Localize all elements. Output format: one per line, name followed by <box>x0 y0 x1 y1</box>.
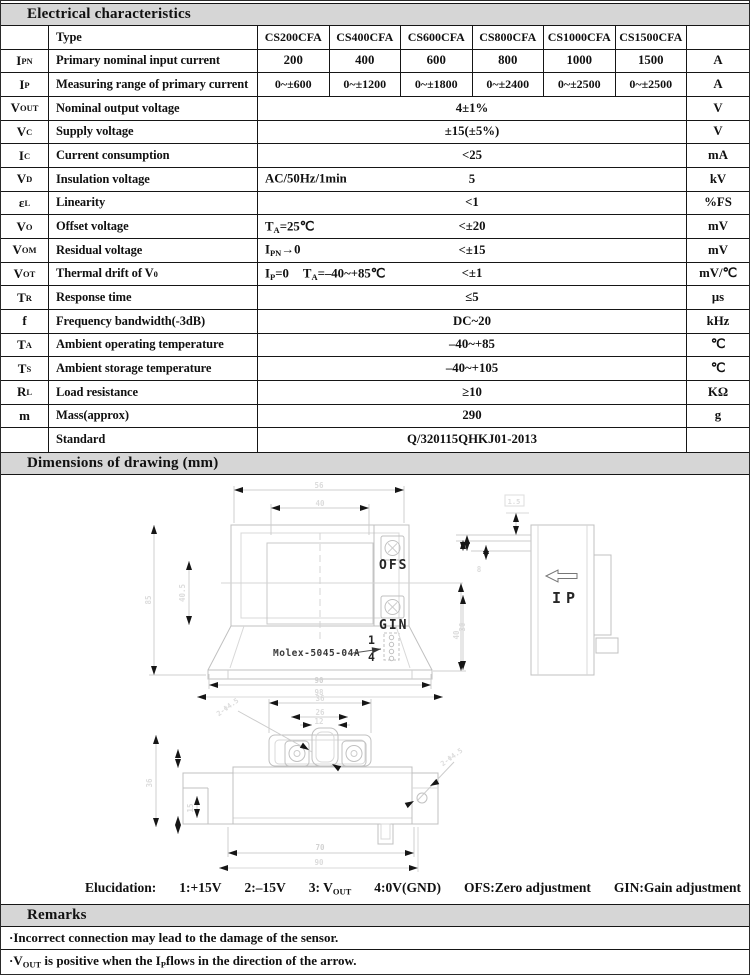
dim-label: 90 <box>314 857 324 867</box>
gin-label: GIN <box>379 617 409 633</box>
type-cell: CS1000CFA <box>544 26 616 50</box>
value-merged: ±15(±5%) <box>258 121 687 145</box>
pin4-desc: 4:0V(GND) <box>374 880 442 896</box>
dim-label: 8 <box>476 564 482 574</box>
type-cell: CS400CFA <box>330 26 402 50</box>
dim-label: 70 <box>315 842 325 852</box>
elucidation-label: Elucidation: <box>85 880 157 896</box>
value-cell: 0~±2500 <box>616 73 688 97</box>
dim-label: 40 <box>452 630 461 640</box>
param-vout: Nominal output voltage <box>49 97 258 121</box>
symbol-vd: V D <box>1 168 49 192</box>
pin2-desc: 2:–15V <box>244 880 286 896</box>
section-header-remarks <box>1 904 749 927</box>
unit-cell: mV <box>687 215 749 239</box>
param-ic: Current consumption <box>49 144 258 168</box>
param-ta: Ambient operating temperature <box>49 334 258 358</box>
hole-callout: 2-Φ4.5 <box>439 746 465 768</box>
value-cell: 1500 <box>616 50 688 74</box>
pin1-label: 1 <box>368 632 375 647</box>
drawing-labels <box>273 558 580 664</box>
unit-cell: V <box>687 97 749 121</box>
value-cell: 1000 <box>544 50 616 74</box>
param-type: Type <box>49 26 258 50</box>
condition: $I_P=0$ $T_A=-40\sim+85℃$ <box>265 266 386 282</box>
ip-direction-arrow <box>546 570 577 582</box>
symbol-ta: T A <box>1 334 49 358</box>
symbol-vc: V C <box>1 121 49 145</box>
dim-label: 12 <box>314 716 324 726</box>
unit-cell: kHz <box>687 310 749 334</box>
dim-label: 30 <box>458 622 467 632</box>
symbol-ic: I C <box>1 144 49 168</box>
hole-callout: 2-Φ4.5 <box>215 696 241 718</box>
remark-text: $\cdot V_{OUT}$ is positive when the $I_Pflows$ in the direction of the arrow. <box>9 953 357 970</box>
side-view <box>456 495 618 675</box>
symbol-cell <box>1 26 49 50</box>
value-merged: $I_P=0$ $T_A=-40\sim+85℃$ <±1 <box>258 263 687 287</box>
value-merged: –40~+105 <box>258 357 687 381</box>
dim-label: 1.5 <box>507 497 521 506</box>
unit-cell: mV/℃ <box>687 263 749 287</box>
pin1-desc: 1:+15V <box>179 880 222 896</box>
value-cell: 800 <box>473 50 545 74</box>
symbol-vo: V O <box>1 215 49 239</box>
elucidation-line <box>1 880 749 897</box>
type-cell: CS800CFA <box>473 26 545 50</box>
symbol-vot: V OT <box>1 263 49 287</box>
type-cell: CS600CFA <box>401 26 473 50</box>
symbol-el: ε L <box>1 192 49 216</box>
dim-label: 36 <box>145 778 154 788</box>
unit-cell <box>687 428 749 452</box>
param-vot: Thermal drift of V 0 <box>49 263 258 287</box>
dim-label: 98 <box>314 687 324 697</box>
dim-label: 15 <box>186 803 195 813</box>
dim-label: 85 <box>144 595 153 605</box>
unit-cell: mV <box>687 239 749 263</box>
param-standard: Standard <box>49 428 258 452</box>
param-el: Linearity <box>49 192 258 216</box>
condition: AC/50Hz/1min <box>265 171 347 186</box>
symbol-vom: V OM <box>1 239 49 263</box>
value-merged: Q/320115QHKJ01-2013 <box>258 428 687 452</box>
value-merged: ≤5 <box>258 286 687 310</box>
dimension-values <box>144 481 520 867</box>
gin-desc: GIN:Gain adjustment <box>613 880 742 896</box>
condition: $T_A=25℃$ <box>265 218 315 235</box>
unit-cell: A <box>687 50 749 74</box>
dim-label: 40.5 <box>178 583 187 602</box>
symbol-tr: T R <box>1 286 49 310</box>
param-vc: Supply voltage <box>49 121 258 145</box>
value-cell: 0~±600 <box>258 73 330 97</box>
pin4-label: 4 <box>368 649 375 664</box>
value-cell: 0~±2500 <box>544 73 616 97</box>
dim-label: 56 <box>314 480 324 490</box>
value-merged: $I_{PN}\to 0$ <±15 <box>258 239 687 263</box>
cad-drawing <box>1 475 750 904</box>
dim-label: 40 <box>315 498 325 508</box>
param-vd: Insulation voltage <box>49 168 258 192</box>
value-cell: 600 <box>401 50 473 74</box>
unit-cell: %FS <box>687 192 749 216</box>
dimension-drawing-area <box>1 475 749 904</box>
condition: $I_{PN}\to 0$ <box>265 242 301 258</box>
dim-label: 90 <box>314 675 324 685</box>
param-vo: Offset voltage <box>49 215 258 239</box>
symbol-ipn: I PN <box>1 50 49 74</box>
param-vom: Residual voltage <box>49 239 258 263</box>
unit-cell: μs <box>687 286 749 310</box>
ofs-label: OFS <box>379 557 409 573</box>
unit-cell: g <box>687 405 749 429</box>
symbol-cell <box>1 428 49 452</box>
unit-cell: V <box>687 121 749 145</box>
unit-cell: mA <box>687 144 749 168</box>
section-title: Dimensions of drawing (mm) <box>27 454 219 471</box>
unit-cell: KΩ <box>687 381 749 405</box>
symbol-vout: V OUT <box>1 97 49 121</box>
value-merged: –40~+85 <box>258 334 687 358</box>
section-title: Remarks <box>27 906 87 923</box>
symbol-rl: R L <box>1 381 49 405</box>
unit-cell: ℃ <box>687 357 749 381</box>
value-merged: ≥10 <box>258 381 687 405</box>
unit-cell: kV <box>687 168 749 192</box>
param-tr: Response time <box>49 286 258 310</box>
param-f: Frequency bandwidth(-3dB) <box>49 310 258 334</box>
param-ipn: Primary nominal input current <box>49 50 258 74</box>
value-merged: <1 <box>258 192 687 216</box>
unit-cell: ℃ <box>687 334 749 358</box>
remark-line-1: ·Incorrect connection may lead to the damage of the sensor. <box>1 927 749 951</box>
bottom-view <box>183 711 454 844</box>
type-cell: CS1500CFA <box>616 26 688 50</box>
remark-line-2 <box>1 950 749 973</box>
symbol-ip: I P <box>1 73 49 97</box>
value-merged: AC/50Hz/1min 5 <box>258 168 687 192</box>
unit-cell <box>687 26 749 50</box>
param-ts: Ambient storage temperature <box>49 357 258 381</box>
param-m: Mass(approx) <box>49 405 258 429</box>
value-cell: 400 <box>330 50 402 74</box>
value-merged: 290 <box>258 405 687 429</box>
symbol-f: f <box>1 310 49 334</box>
value-merged: $T_A=25℃$ <±20 <box>258 215 687 239</box>
value-cell: 200 <box>258 50 330 74</box>
dim-label: 26 <box>315 707 325 717</box>
electrical-characteristics-table <box>1 26 749 452</box>
ip-label: IP <box>552 588 581 607</box>
value-cell: 0~±1200 <box>330 73 402 97</box>
section-header-electrical <box>1 3 749 26</box>
pin3-desc: 3: $V_{OUT}$ <box>308 880 352 897</box>
param-rl: Load resistance <box>49 381 258 405</box>
type-cell: CS200CFA <box>258 26 330 50</box>
value-cell: 0~±2400 <box>473 73 545 97</box>
section-title: Electrical characteristics <box>27 6 191 22</box>
symbol-ts: T S <box>1 357 49 381</box>
dim-label: 36 <box>315 693 325 703</box>
value-merged: <25 <box>258 144 687 168</box>
value-merged: 4±1% <box>258 97 687 121</box>
value-merged: DC~20 <box>258 310 687 334</box>
param-ip: Measuring range of primary current <box>49 73 258 97</box>
unit-cell: A <box>687 73 749 97</box>
connector-label: Molex-5045-04A <box>273 647 361 659</box>
ofs-desc: OFS:Zero adjustment <box>464 880 591 896</box>
section-header-dimensions <box>1 452 749 475</box>
value-cell: 0~±1800 <box>401 73 473 97</box>
symbol-m: m <box>1 405 49 429</box>
